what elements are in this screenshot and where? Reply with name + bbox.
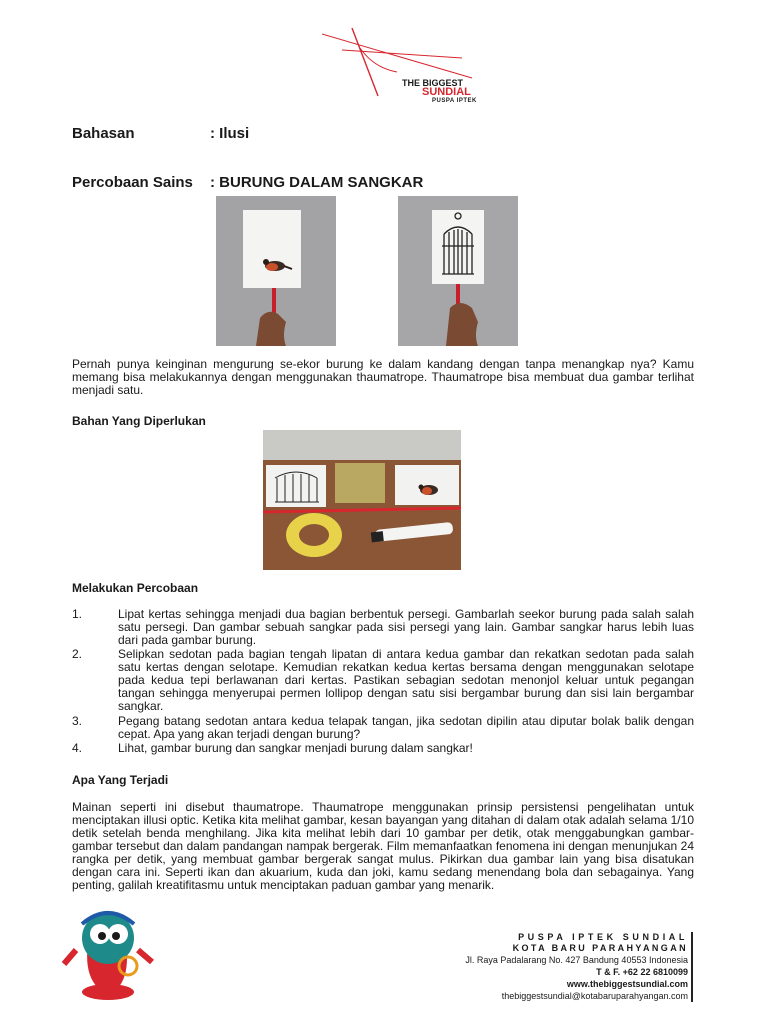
- footer-location: KOTA BARU PARAHYANGAN: [512, 943, 688, 953]
- step-number: 1.: [72, 607, 83, 621]
- logo-text-line2: SUNDIAL: [422, 86, 471, 98]
- steps-list: [72, 608, 694, 756]
- footer-contact: [368, 932, 693, 1002]
- list-item: [72, 648, 694, 715]
- list-item: [72, 608, 694, 648]
- step-text: Lipat kertas sehingga menjadi dua bagian berbentuk persegi. Gambarlah seekor burung pada salah salah satu persegi. Dan gambar sebuah sangkar pada sisi persegi yang lain. Gambar sangkar harus lebih luas dari pada gambar burung.: [118, 607, 694, 647]
- sundial-logo: [322, 28, 482, 108]
- mascot-icon: [58, 904, 158, 1004]
- step-text: Selipkan sedotan pada bagian tengah lipatan di antara kedua gambar dan rekatkan sedotan pada salah satu kertas dengan selotape. Kemudian rekatkan kedua kertas bersama dengan menggunakan selotape pada kedua tepi berlawanan dari kertas. Pastikan sebagian sedotan menonjol keluar untuk pegangan tangan sehingga menyerupai permen lollipop dengan satu sisi bergambar burung dan sisi lain bergambar sangkar.: [118, 647, 694, 713]
- footer-phone: T & F. +62 22 6810099: [596, 967, 688, 977]
- step-number: 4.: [72, 741, 83, 755]
- bahasan-label: Bahasan: [72, 125, 135, 142]
- photo-bird-card: [216, 196, 336, 346]
- result-heading: Apa Yang Terjadi: [72, 773, 169, 787]
- step-number: 3.: [72, 714, 83, 728]
- footer-org-name: PUSPA IPTEK SUNDIAL: [518, 932, 688, 942]
- step-number: 2.: [72, 647, 83, 661]
- materials-heading: Bahan Yang Diperlukan: [72, 414, 206, 428]
- step-text: Lihat, gambar burung dan sangkar menjadi burung dalam sangkar!: [118, 741, 473, 755]
- result-paragraph: Mainan seperti ini disebut thaumatrope. Thaumatrope menggunakan prinsip persistensi pengelihatan untuk menciptakan illusi optic. Ketika kita melihat gambar, kesan bayangan yang ditahan di dalam otak adalah selama 1/10 detik setelah benda menghilang. Jika kita melihat lebih dari 10 gambar per detik, otak menggabungkan gambar-gambar tersebut dan dalam pandangan nampak bergerak. Film memanfaatkan fenomena ini dengan menunjukan 24 rangka per detik, yang membuat gambar bergerak sangat mulus. Pikirkan dua gambar lain yang bisa disatukan dengan cara ini. Seperti ikan dan akuarium, kuda dan joki, kamu sedang menendang bola dan sebagainya. Yang penting, galilah kreatifitasmu untuk menciptakan paduan gambar yang menarik.: [72, 800, 694, 892]
- mascot-image: [58, 904, 158, 1004]
- step-text: Pegang batang sedotan antara kedua telapak tangan, jika sedotan dipilin atau diputar bolak balik dengan cepat. Apa yang akan terjadi dengan burung?: [118, 714, 694, 741]
- list-item: [72, 715, 694, 742]
- percobaan-label: Percobaan Sains: [72, 174, 193, 191]
- intro-paragraph: Pernah punya keinginan mengurung se-ekor burung ke dalam kandang dengan tanpa menangkap nya? Kamu memang bisa melakukannya dengan menggunakan thaumatrope. Thaumatrope bisa membuat dua gambar terlihat menjadi satu.: [72, 357, 694, 397]
- bahasan-value: : Ilusi: [210, 125, 250, 142]
- footer-website-link[interactable]: www.thebiggestsundial.com: [566, 979, 688, 989]
- logo-text-line1: THE BIGGEST: [402, 78, 464, 88]
- footer-email-link[interactable]: thebiggestsundial@kotabaruparahyangan.com: [501, 991, 688, 1001]
- procedure-heading: Melakukan Percobaan: [72, 581, 199, 595]
- photo-materials: [263, 430, 461, 570]
- photo-cage-card: [398, 196, 518, 346]
- footer-address: Jl. Raya Padalarang No. 427 Bandung 40553 Indonesia: [465, 955, 688, 965]
- percobaan-value: : BURUNG DALAM SANGKAR: [210, 174, 424, 191]
- logo-text-line3: PUSPA IPTEK: [432, 98, 477, 104]
- list-item: [72, 742, 694, 756]
